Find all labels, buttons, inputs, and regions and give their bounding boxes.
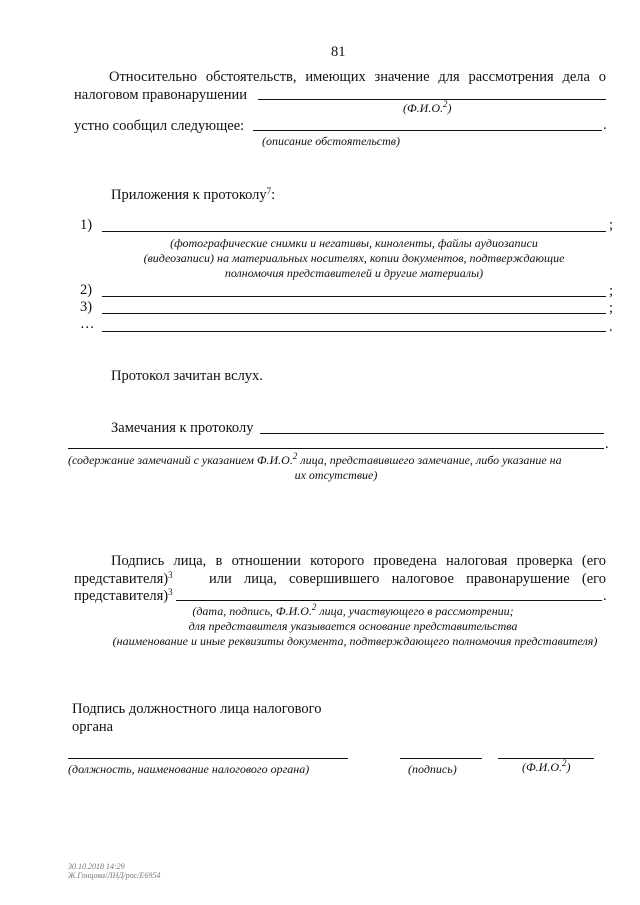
circumstances-line1: Относительно обстоятельств, имеющих значение для рассмотрения дела о	[109, 69, 606, 85]
official-signature-line1: Подпись должностного лица налогового	[72, 701, 322, 717]
attachment-2-num: 2)	[80, 282, 93, 298]
person-signature-end: .	[603, 588, 607, 604]
official-position-line[interactable]	[68, 758, 348, 759]
person-signature-line2: представителя)$^3$ или лица, совершившего налоговое правонарушение (его	[74, 570, 606, 587]
attachment-more-line[interactable]	[102, 331, 606, 332]
oral-statement-line[interactable]	[253, 130, 602, 131]
attachments-caption-2: (видеозаписи) на материальных носителях, копии документов, подтверждающие	[143, 251, 565, 265]
official-fio-line[interactable]	[498, 758, 594, 759]
person-signature-line[interactable]	[176, 600, 602, 601]
attachment-3-end: ;	[609, 300, 614, 316]
person-signature-line1: Подпись лица, в отношении которого проведена налоговая проверка (его	[111, 553, 606, 569]
person-signature-caption-1: (дата, подпись, Ф.И.О.$^2$ лица, участвующего в рассмотрении;	[192, 602, 514, 618]
attachment-3-line[interactable]	[102, 313, 606, 314]
offender-name-line[interactable]	[258, 99, 606, 100]
attachment-2-line[interactable]	[102, 296, 606, 297]
official-position-caption: (должность, наименование налогового органа)	[68, 762, 310, 776]
attachment-1-end: ;	[609, 217, 614, 233]
person-signature-caption-2: для представителя указывается основание представительства	[188, 619, 518, 633]
remarks-line-1[interactable]	[260, 433, 604, 434]
person-signature-line3: представителя)$^3$	[74, 587, 173, 604]
attachment-2-end: ;	[609, 283, 614, 299]
fio-caption: (Ф.И.О.$^2$)	[403, 99, 452, 115]
attachment-1-line[interactable]	[102, 231, 606, 232]
attachments-caption-3: полномочия представителей и другие материалы)	[224, 266, 484, 280]
official-signature-line2: органа	[72, 719, 114, 735]
attachments-title: Приложения к протоколу$^7$:	[111, 186, 276, 203]
print-stamp-ref: Ж.Гонцова/ЛНД/рос/Е6954	[68, 871, 161, 880]
remarks-caption-2: их отсутствие)	[294, 468, 378, 482]
attachments-caption-1: (фотографические снимки и негативы, киноленты, файлы аудиозаписи	[170, 236, 538, 250]
read-aloud-text: Протокол зачитан вслух.	[111, 368, 263, 384]
official-signature-caption: (подпись)	[408, 762, 457, 776]
person-signature-caption-3: (наименование и иные реквизиты документа, подтверждающего полномочия представителя)	[112, 634, 598, 648]
official-fio-caption: (Ф.И.О.$^2$)	[522, 758, 571, 774]
remarks-end: .	[605, 436, 609, 452]
page-number: 81	[331, 44, 346, 60]
official-signature-line[interactable]	[400, 758, 482, 759]
attachment-3-num: 3)	[80, 299, 93, 315]
oral-statement-caption: (описание обстоятельств)	[262, 134, 401, 148]
remarks-line-2[interactable]	[68, 448, 604, 449]
circumstances-line2: налоговом правонарушении	[74, 87, 247, 103]
remarks-caption-1: (содержание замечаний с указанием Ф.И.О.$^2$ лица, представившего замечание, либо указание на	[68, 451, 562, 467]
oral-statement-label: устно сообщил следующее:	[74, 118, 245, 134]
attachment-1-num: 1)	[80, 217, 93, 233]
attachment-more-num: …	[80, 316, 95, 332]
remarks-label: Замечания к протоколу	[111, 420, 254, 436]
print-stamp-date: 30.10.2018 14:29	[68, 862, 125, 871]
attachment-more-end: .	[609, 319, 613, 335]
